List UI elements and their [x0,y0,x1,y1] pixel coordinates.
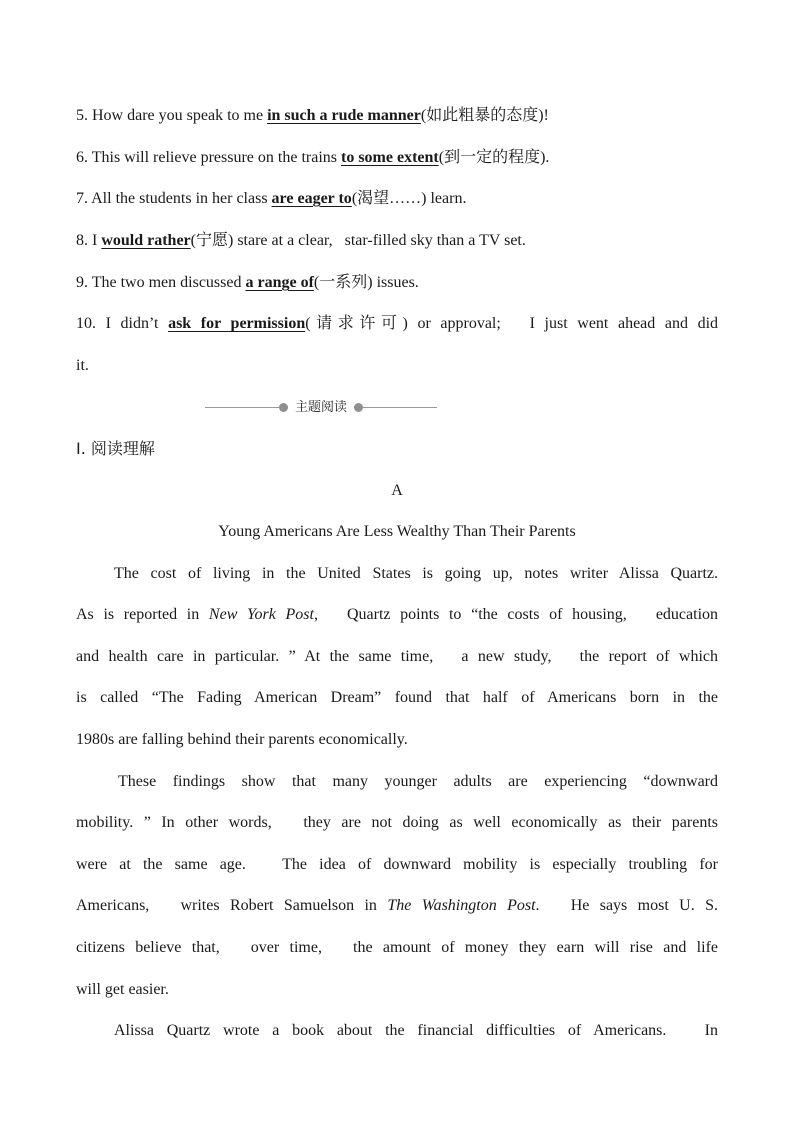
banner-title: 主题阅读 [294,400,347,415]
paragraph-1-line-1: The cost of living in the United States is going up, notes writer Alissa Quartz. [114,565,718,582]
sentence-5: 5. How dare you speak to me in such a rude manner(如此粗暴的态度)! [76,107,549,124]
paragraph-2-line-5: citizens believe that, over time, the amount of money they earn will rise and life [76,939,718,956]
publication-name: New York Post [208,606,314,623]
paragraph-2-line-3: were at the same age. The idea of downward mobility is especially troubling for [76,856,718,873]
sentence-10: 10. I didn’t ask for permission(请求许可) or approval; I just went ahead and did [76,315,719,332]
sentence-8: 8. I would rather(宁愿) stare at a clear, star-filled sky than a TV set. [76,232,526,249]
sentence-10-continuation: it. [76,357,89,374]
passage-label: A [391,482,403,499]
banner-rule-left [205,407,279,408]
paragraph-2-line-6: will get easier. [76,981,169,998]
passage-title: Young Americans Are Less Wealthy Than Their Parents [218,523,576,540]
banner-dot-right [354,403,363,412]
paragraph-3-line-1: Alissa Quartz wrote a book about the financial difficulties of Americans. In [114,1022,718,1039]
answer-phrase: ask for permission [168,315,306,332]
banner-rule-right [363,407,437,408]
sentence-7: 7. All the students in her class are eager to(渴望……) learn. [76,190,467,207]
answer-phrase: would rather [101,232,191,249]
answer-phrase: to some extent [340,149,439,166]
sentence-6: 6. This will relieve pressure on the trains to some extent(到一定的程度). [76,149,550,166]
paragraph-2-line-4: Americans, writes Robert Samuelson in The Washington Post. He says most U. S. [76,897,719,914]
paragraph-1-line-5: 1980s are falling behind their parents economically. [76,731,408,748]
answer-phrase: in such a rude manner [267,107,421,124]
section-heading: Ⅰ. 阅读理解 [76,439,155,458]
paragraph-1-line-3: and health care in particular. ” At the same time, a new study, the report of which [76,648,718,665]
section-banner [205,398,437,418]
paragraph-2-line-1: These findings show that many younger adults are experiencing “downward [118,773,718,790]
sentence-9: 9. The two men discussed a range of(一系列) issues. [76,274,419,291]
banner-dot-left [279,403,288,412]
paragraph-1-line-4: is called “The Fading American Dream” found that half of Americans born in the [76,689,718,706]
paragraph-1-line-2: As is reported in New York Post, Quartz points to “the costs of housing, education [76,606,719,623]
paragraph-2-line-2: mobility. ” In other words, they are not doing as well economically as their parents [76,814,718,831]
answer-phrase: a range of [245,274,314,291]
publication-name: The Washington Post [387,897,536,914]
answer-phrase: are eager to [271,190,352,207]
